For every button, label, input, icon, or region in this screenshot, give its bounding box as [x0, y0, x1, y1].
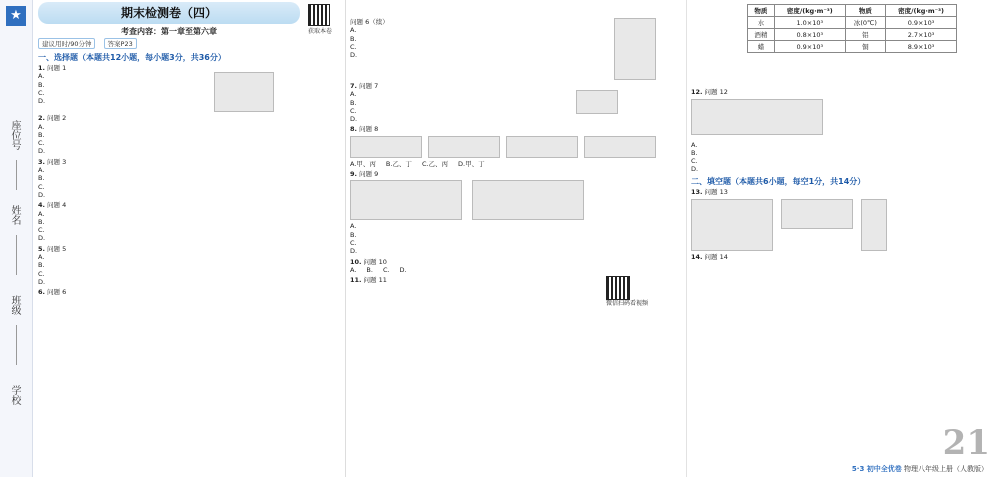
name-label: 姓名	[9, 205, 20, 225]
section-choice-heading: 一、选择题（本题共12小题，每小题3分，共36分）	[38, 53, 226, 62]
optical-bench-image	[691, 99, 823, 135]
eye-diagram-b	[428, 136, 500, 158]
page-footer: 5·3 初中全优卷 物理八年级上册（人教版）	[851, 465, 988, 473]
question: 2. 问题 2 A. B. C. D.	[38, 114, 67, 156]
left-content	[38, 2, 341, 477]
question: 7. 问题 7 A. B. C. D.	[350, 82, 682, 123]
school-label: 学校	[9, 385, 20, 405]
question: 3. 问题 3 A. B. C. D.	[38, 157, 67, 199]
class-label: 班级	[9, 295, 20, 315]
exam-scope: 考查内容：第一章至第六章	[121, 27, 217, 36]
seat-number-label: 座位号	[9, 120, 20, 150]
answers-ref: 答案P23	[104, 38, 137, 49]
middle-page	[346, 0, 687, 477]
thermometer-image	[861, 199, 887, 251]
question: 11. 问题 11 微信扫码看视频	[350, 276, 682, 308]
rice-cooker-image	[214, 72, 274, 112]
question: 14. 问题 14	[691, 253, 728, 262]
exam-title: 期末检测卷（四）	[38, 2, 300, 24]
question: 13. 问题 13	[691, 188, 996, 251]
eye-diagram-a	[350, 136, 422, 158]
question: 6. 问题 6	[38, 288, 67, 297]
star-icon: ★	[6, 6, 26, 26]
question: 12. 问题 12 A. B. C. D.	[691, 88, 996, 174]
left-page	[0, 0, 346, 477]
paper-pot-image	[576, 90, 618, 114]
question: 10. 问题 10 A. B. C. D.	[350, 257, 407, 274]
middle-questions	[350, 18, 682, 477]
right-page	[687, 0, 1000, 477]
student-info-strip	[0, 0, 33, 477]
video-qr-caption: 微信扫码看视频	[606, 300, 649, 308]
exam-meta	[38, 38, 338, 49]
page-number: 21	[942, 423, 990, 463]
table-row: 蜡 0.9×10³ 铜 8.9×10³	[748, 41, 957, 53]
question: 9. 问题 9 A. B. C. D.	[350, 170, 682, 255]
table-row: 酒精 0.8×10³ 铝 2.7×10³	[748, 29, 957, 41]
strobe-photo-diagram	[614, 18, 656, 80]
stopwatch-image	[691, 199, 773, 251]
table-row: 水 1.0×10³ 冰(0℃) 0.9×10³	[748, 17, 957, 29]
question: 1. 问题 1 A. B. C. D.	[38, 64, 341, 112]
time-suggestion: 建议用时/90分钟	[38, 38, 95, 49]
motion-graph-1	[350, 180, 462, 220]
motion-graph-2	[472, 180, 584, 220]
right-questions	[691, 88, 996, 477]
question: 8. 问题 8 A.甲、丙 B.乙、丁 C.乙、丙 D.甲、丁	[350, 125, 682, 168]
ruler-image	[781, 199, 853, 229]
eye-diagram-c	[506, 136, 578, 158]
video-qr-code[interactable]	[606, 276, 630, 300]
question: 问题 6（续） A. B. C. D.	[350, 18, 682, 80]
left-questions	[38, 50, 341, 477]
question: 5. 问题 5 A. B. C. D.	[38, 244, 67, 286]
eye-diagram-d	[584, 136, 656, 158]
qr-label: 获取本卷	[308, 28, 333, 35]
density-table: 物质 密度/(kg·m⁻³) 物质 密度/(kg·m⁻³) 水 1.0×10³ 冰(0℃) 0.9×10³ 酒精 0.8×10³ 铝 2.7×10³ 蜡 0.9×10³ 铜 8.9×10³	[747, 4, 957, 53]
section-fill-heading: 二、填空题（本题共6小题，每空1分，共14分）	[691, 176, 866, 186]
question: 4. 问题 4 A. B. C. D.	[38, 201, 67, 243]
qr-code[interactable]	[308, 4, 330, 26]
